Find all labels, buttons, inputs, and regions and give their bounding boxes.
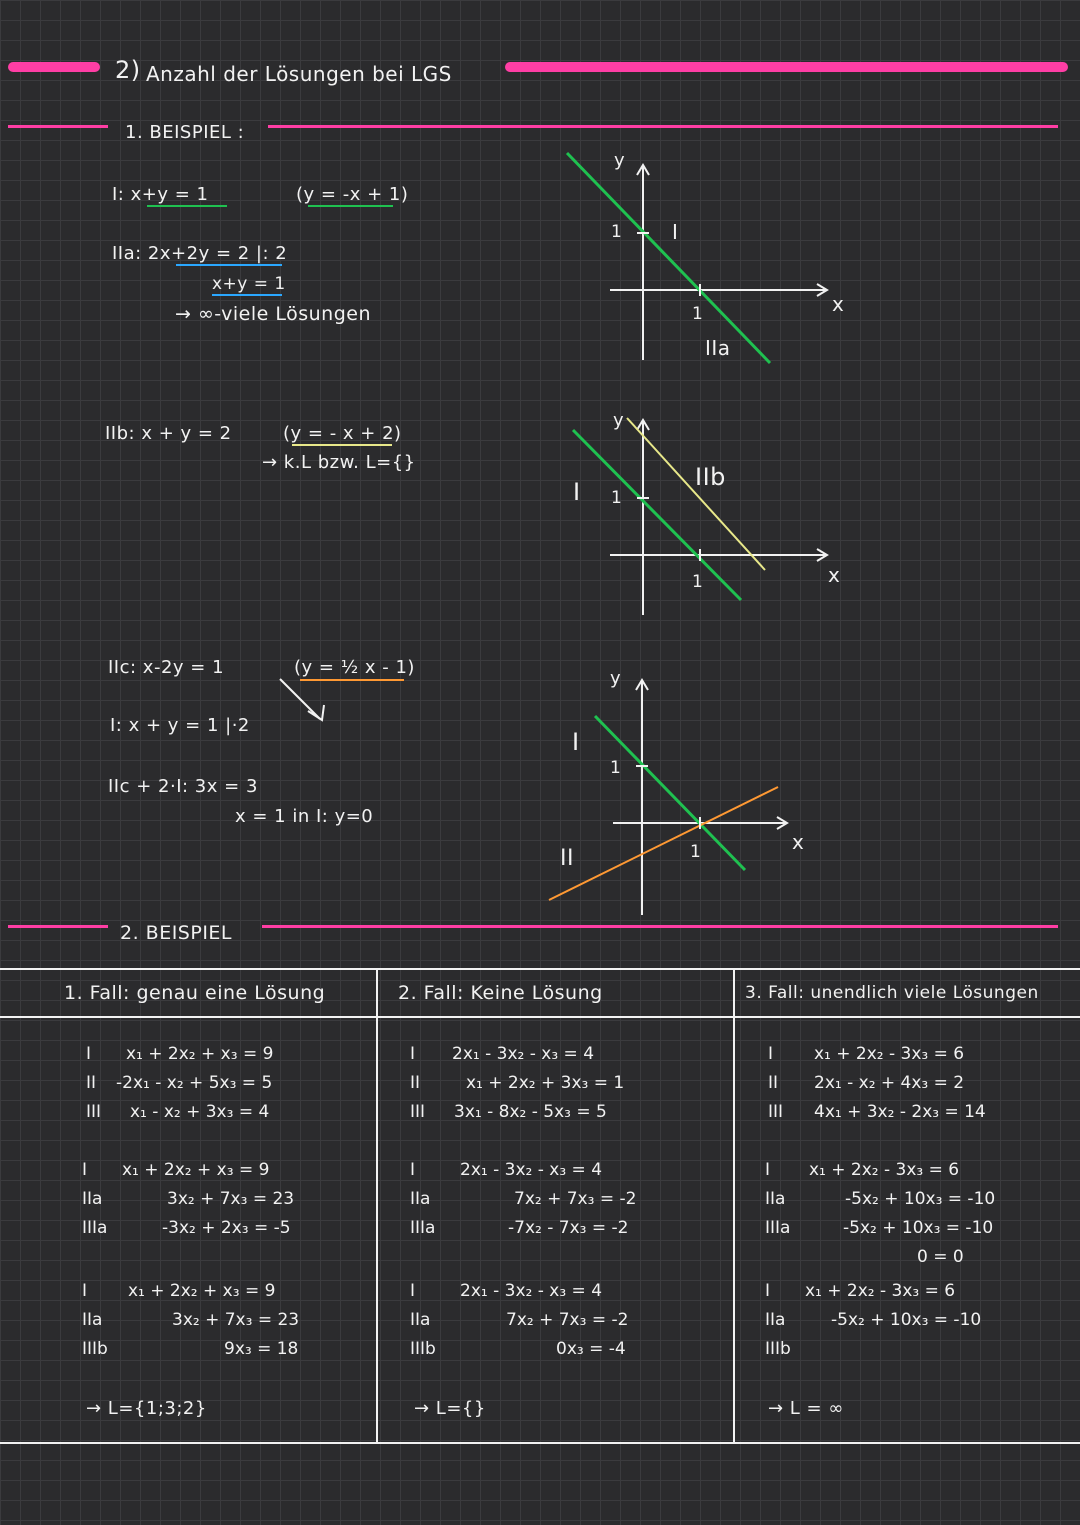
case-1-block3 [82,1277,299,1364]
graph-2-line1-label: I [573,478,581,506]
graph-1-tick-x: 1 [692,304,704,324]
eq-IIa-underline [176,264,282,266]
graph-1-line2-label: IIa [705,336,731,360]
row: I x₁ + 2x₂ - 3x₃ = 6 [765,1160,960,1180]
heading-title: Anzahl der Lösungen bei LGS [146,62,452,86]
eq-sum-result: x = 1 in I: y=0 [235,806,374,827]
graph-3-y-label: y [610,668,622,689]
graph-2-tick-y: 1 [611,488,623,508]
eq-sum: IIc + 2·I: 3x = 3 [108,776,258,797]
row: I 2x₁ - 3x₂ - x₃ = 4 [410,1281,603,1301]
graph-2 [555,410,855,620]
case-2-block1 [410,1040,624,1127]
table-divider-2 [733,968,735,1444]
graph-3-line1-label: I [572,728,580,756]
eq-I: I: x+y = 1 [112,184,209,205]
graph-1-x-label: x [832,292,845,316]
row: IIa -5x₂ + 10x₃ = -10 [765,1310,982,1330]
case-1-block1 [86,1040,273,1127]
eq-IIa-result: → ∞-viele Lösungen [175,303,372,325]
row: I 2x₁ - 3x₂ - x₃ = 4 [410,1160,603,1180]
row: II x₁ + 2x₂ + 3x₃ = 1 [410,1073,625,1093]
row: I x₁ + 2x₂ + x₃ = 9 [82,1281,276,1301]
case-1-result: → L={1;3;2} [86,1398,207,1419]
substitution-arrow [278,675,338,725]
case-2-block3 [410,1277,628,1364]
eq-IIb: IIb: x + y = 2 [105,423,232,444]
case-1-title: 1. Fall: genau eine Lösung [64,982,326,1004]
section1-left-line [8,125,108,128]
table-bottom-line [0,1442,1080,1444]
section1-right-line [268,125,1058,128]
eq-I-alt-underline [308,205,393,207]
case-3-block2 [765,1156,995,1272]
eq-IIb-result: → k.L bzw. L={} [262,452,416,473]
eq-IIc: IIc: x-2y = 1 [108,657,225,678]
graph-2-line-IIb [627,418,765,570]
graph-2-x-label: x [828,563,841,587]
graph-2-line2-label: IIb [695,463,726,491]
graph-3-line-I [595,716,745,870]
row: IIIb 0x₃ = -4 [410,1339,626,1359]
case-1-block2 [82,1156,294,1243]
row: IIa 7x₂ + 7x₃ = -2 [410,1310,629,1330]
eq-IIa-reduced: x+y = 1 [212,274,286,294]
graph-3 [545,670,845,920]
row: III 4x₁ + 3x₂ - 2x₃ = 14 [768,1102,986,1122]
eq-I-underline [147,205,227,207]
row: IIa 3x₂ + 7x₃ = 23 [82,1189,295,1209]
case-2-block2 [410,1156,636,1243]
row: II -2x₁ - x₂ + 5x₃ = 5 [86,1073,273,1093]
case-3-title: 3. Fall: unendlich viele Lösungen [745,983,1039,1003]
row: IIIa -3x₂ + 2x₃ = -5 [82,1218,291,1238]
graph-1-line-I [567,153,770,363]
example2-label: 2. BEISPIEL [120,922,233,944]
eq-IIc-alt: (y = ½ x - 1) [294,657,415,678]
graph-1-y-label: y [614,150,626,171]
heading-number: 2) [115,56,141,84]
graph-3-x-label: x [792,830,805,854]
table-top-line [0,968,1080,970]
heading-right-bar [505,62,1068,72]
section2-left-line [8,925,108,928]
row: III x₁ - x₂ + 3x₃ = 4 [86,1102,270,1122]
row: I x₁ + 2x₂ - 3x₃ = 6 [765,1281,956,1301]
case-2-result: → L={} [414,1398,486,1419]
graph-3-tick-y: 1 [610,758,622,778]
row: IIa -5x₂ + 10x₃ = -10 [765,1189,996,1209]
table-divider-1 [376,968,378,1444]
eq-IIb-alt: (y = - x + 2) [283,423,402,444]
row: I x₁ + 2x₂ + x₃ = 9 [86,1044,274,1064]
graph-1-tick-y: 1 [611,222,623,242]
heading-left-bar [8,62,100,72]
row: IIa 7x₂ + 7x₃ = -2 [410,1189,637,1209]
eq-IIa-reduced-underline [212,294,282,296]
graph-1-line1-label: I [672,220,679,244]
table-header-line [0,1016,1080,1018]
row: III 3x₁ - 8x₂ - 5x₃ = 5 [410,1102,607,1122]
row: 0 = 0 [917,1247,964,1267]
row: IIIb 9x₃ = 18 [82,1339,299,1359]
graph-2-y-label: y [613,410,625,431]
graph-3-line-II [549,787,778,900]
case-2-title: 2. Fall: Keine Lösung [398,982,603,1004]
row: I x₁ + 2x₂ + x₃ = 9 [82,1160,270,1180]
row: IIIb [765,1339,791,1359]
case-3-result: → L = ∞ [768,1398,844,1419]
section2-right-line [262,925,1058,928]
eq-IIa: IIa: 2x+2y = 2 |: 2 [112,243,288,264]
eq-IIb-alt-underline [292,444,392,446]
row: II 2x₁ - x₂ + 4x₃ = 2 [768,1073,965,1093]
row: IIa 3x₂ + 7x₃ = 23 [82,1310,300,1330]
graph-3-tick-x: 1 [690,842,702,862]
graph-3-line2-label: II [560,846,574,871]
case-3-block3 [765,1277,981,1364]
example1-label: 1. BEISPIEL : [125,122,245,143]
row: IIIa -5x₂ + 10x₃ = -10 [765,1218,994,1238]
graph-2-tick-x: 1 [692,572,704,592]
eq-I-alt: (y = -x + 1) [296,184,409,205]
eq-I-again: I: x + y = 1 |·2 [110,715,250,736]
row: I x₁ + 2x₂ - 3x₃ = 6 [768,1044,965,1064]
case-3-block1 [768,1040,986,1127]
row: I 2x₁ - 3x₂ - x₃ = 4 [410,1044,595,1064]
row: IIIa -7x₂ - 7x₃ = -2 [410,1218,629,1238]
